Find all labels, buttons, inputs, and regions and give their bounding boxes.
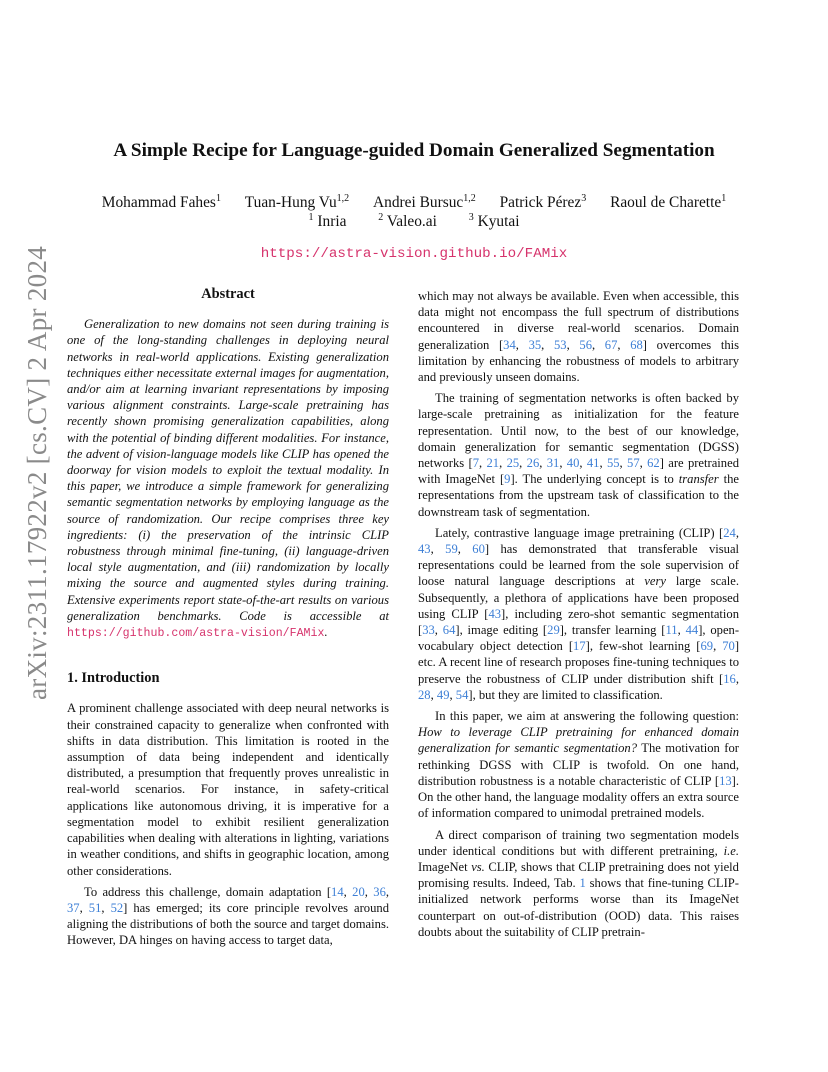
citation-link[interactable]: 37: [67, 900, 80, 915]
intro-paragraph-7: A direct comparison of training two segmentation models under identical conditions but with different pretraining, i.e. ImageNet vs. CLIP, shows that CLIP pretraining does not yield promising results. Indeed, Tab. 1 shows that fine-tuning CLIP-initialized network performs worse than its ImageNet counterpart on out-of-distribution (OOD) data. This raises doubts about the suitability of CLIP pretrain-: [418, 827, 739, 939]
citation-link[interactable]: 40: [566, 456, 580, 471]
citation-link[interactable]: 59: [445, 542, 458, 557]
citation-link[interactable]: 54: [455, 687, 469, 702]
citation-link[interactable]: 14: [331, 884, 344, 899]
citation-link[interactable]: 21: [486, 456, 500, 471]
citation-link[interactable]: 36: [373, 884, 386, 899]
citation-link[interactable]: 43: [488, 606, 502, 621]
affiliation: $^2$ Valeo.ai: [378, 212, 437, 230]
intro-paragraph-5: Lately, contrastive language image pretraining (CLIP) [24, 43, 59, 60] has demonstrated that transferable visual representations could be learned from the sole supervision of loose natural language descriptions at very large scale. Subsequently, a plethora of applications have been proposed using CLIP [43], including zero-shot semantic segmentation [33, 64], image editing [29], transfer learning [11, 44], open-vocabulary object detection [17], few-shot learning [69, 70] etc. A recent line of research proposes fine-tuning techniques to preserve the robustness of CLIP under distribution shift [16, 28, 49, 54], but they are limited to classification.: [418, 525, 740, 702]
right-column: [418, 288, 739, 940]
citation-link[interactable]: 28: [418, 687, 431, 702]
citation-link[interactable]: 55: [606, 456, 620, 471]
citation-link[interactable]: 60: [472, 542, 485, 557]
intro-paragraph-4: The training of segmentation networks is often backed by large-scale pretraining as initialization for the feature representation. Until now, to the best of our knowledge, domain generalization for semantic segmentation (DGSS) networks [7, 21, 25, 26, 31, 40, 41, 55, 57, 62] are pretrained with ImageNet [9]. The underlying concept is to transfer the representations from the upstream task of classification to the downstream task of segmentation.: [418, 391, 739, 519]
citation-link[interactable]: 67: [604, 337, 618, 352]
citation-link[interactable]: 34: [503, 337, 516, 352]
citation-link[interactable]: 7: [472, 456, 479, 471]
citation-link[interactable]: 29: [547, 623, 560, 638]
citation-link[interactable]: 49: [436, 687, 450, 702]
abstract-body: Generalization to new domains not seen during training is one of the long-standing challenges in deploying neural networks in real-world applications. Existing generalization techniques either necessitate external images for augmentation, and/or aim at learning invariant representations by imposing various alignment constraints. Large-scale pretraining has recently shown promising generalization capabilities, along with the potential of binding different modalities. For instance, the advent of vision-language models like CLIP has opened the doorway for vision models to exploit the textual modality. In this paper, we introduce a simple framework for generalizing semantic segmentation networks by employing language as the source of randomization. Our recipe comprises three key ingredients: (i) the preservation of the intrinsic CLIP robustness through minimal fine-tuning, (ii) language-driven local style augmentation, and (iii) randomization by locally mixing the source and augmented styles during training. Extensive experiments report state-of-the-art results on various generalization benchmarks. Code is accessible at https://github.com/astra-vision/FAMix.: [67, 317, 389, 641]
author: Patrick Pérez$^3$: [499, 193, 587, 211]
citation-link[interactable]: 31: [546, 456, 560, 471]
citation-link[interactable]: 13: [719, 773, 732, 788]
citation-link[interactable]: 33: [422, 623, 435, 638]
author: Raoul de Charette$^1$: [610, 193, 727, 211]
citation-link[interactable]: 20: [352, 884, 365, 899]
citation-link[interactable]: 69: [700, 639, 714, 654]
citation-link[interactable]: 57: [627, 456, 640, 471]
citation-link[interactable]: 43: [418, 542, 431, 557]
project-url-link[interactable]: https://astra-vision.github.io/FAMix: [260, 246, 568, 262]
intro-paragraph-3: which may not always be available. Even when accessible, this data might not encompass the full spectrum of distributions encountered in diverse real-world scenarios. Domain generalization [34, 35, 53, 56, 67, 68] overcomes this limitation by enhancing the robustness of models to arbitrary and previously unseen domains.: [418, 289, 740, 385]
author: Andrei Bursuc$^{1,2}$: [373, 193, 476, 211]
citation-link[interactable]: 52: [110, 900, 124, 915]
code-url-link[interactable]: https://github.com/astra-vision/FAMix: [67, 627, 325, 641]
author-list: [0, 194, 828, 212]
citation-link[interactable]: 53: [553, 337, 567, 352]
affiliation-list: [0, 213, 828, 231]
abstract-heading: Abstract: [201, 286, 255, 302]
left-column: [67, 286, 389, 949]
affiliation: $^3$ Kyutai: [468, 212, 520, 230]
intro-paragraph-1: A prominent challenge associated with deep neural networks is their constrained capacity to generalize when confronted with shifts in data distribution. This limitation is rooted in the assumption of data being independent and identically distributed, a presumption that frequently proves unrealistic in real-world scenarios. For instance, in safety-critical applications like autonomous driving, it is imperative for a segmentation model to exhibit resilient generalization capabilities when dealing with alterations in lighting, variations in weather conditions, and shifts in geographic location, among other considerations.: [67, 701, 389, 878]
author: Tuan-Hung Vu$^{1,2}$: [244, 193, 350, 211]
citation-link[interactable]: 26: [526, 456, 540, 471]
affiliation: $^1$ Inria: [308, 212, 347, 230]
citation-link[interactable]: 35: [528, 337, 542, 352]
citation-link[interactable]: 70: [722, 639, 735, 654]
citation-link[interactable]: 62: [647, 456, 660, 471]
table-reference-link[interactable]: 1: [579, 876, 586, 891]
citation-link[interactable]: 11: [665, 623, 678, 638]
citation-link[interactable]: 64: [442, 623, 456, 638]
paper-title: A Simple Recipe for Language-guided Domain Generalized Segmentation: [113, 140, 715, 161]
intro-paragraph-2: To address this challenge, domain adaptation [14, 20, 36, 37, 51, 52] has emerged; its core principle revolves around aligning the distributions of both the source and target domains. However, DA hinges on having access to target data,: [67, 884, 390, 948]
citation-link[interactable]: 51: [88, 900, 102, 915]
citation-link[interactable]: 41: [586, 456, 600, 471]
citation-link[interactable]: 44: [685, 623, 699, 638]
citation-link[interactable]: 24: [723, 525, 736, 540]
citation-link[interactable]: 25: [506, 456, 520, 471]
arxiv-stamp: arXiv:2311.17922v2 [cs.CV] 2 Apr 2024: [22, 245, 52, 700]
citation-link[interactable]: 16: [723, 671, 736, 686]
citation-link[interactable]: 56: [579, 337, 592, 352]
citation-link[interactable]: 68: [630, 337, 643, 352]
introduction-heading: 1. Introduction: [67, 670, 160, 687]
citation-link[interactable]: 9: [504, 472, 511, 487]
citation-link[interactable]: 17: [573, 639, 586, 654]
author: Mohammad Fahes$^1$: [101, 193, 221, 211]
intro-paragraph-6: In this paper, we aim at answering the following question: How to leverage CLIP pretraining for enhanced domain generalization for semantic segmentation? The motivation for rethinking DGSS with CLIP is twofold. On one hand, distribution robustness is a notable characteristic of CLIP [13]. On the other hand, the language modality offers an extra source of information compared to unimodal pretrained models.: [418, 709, 739, 821]
